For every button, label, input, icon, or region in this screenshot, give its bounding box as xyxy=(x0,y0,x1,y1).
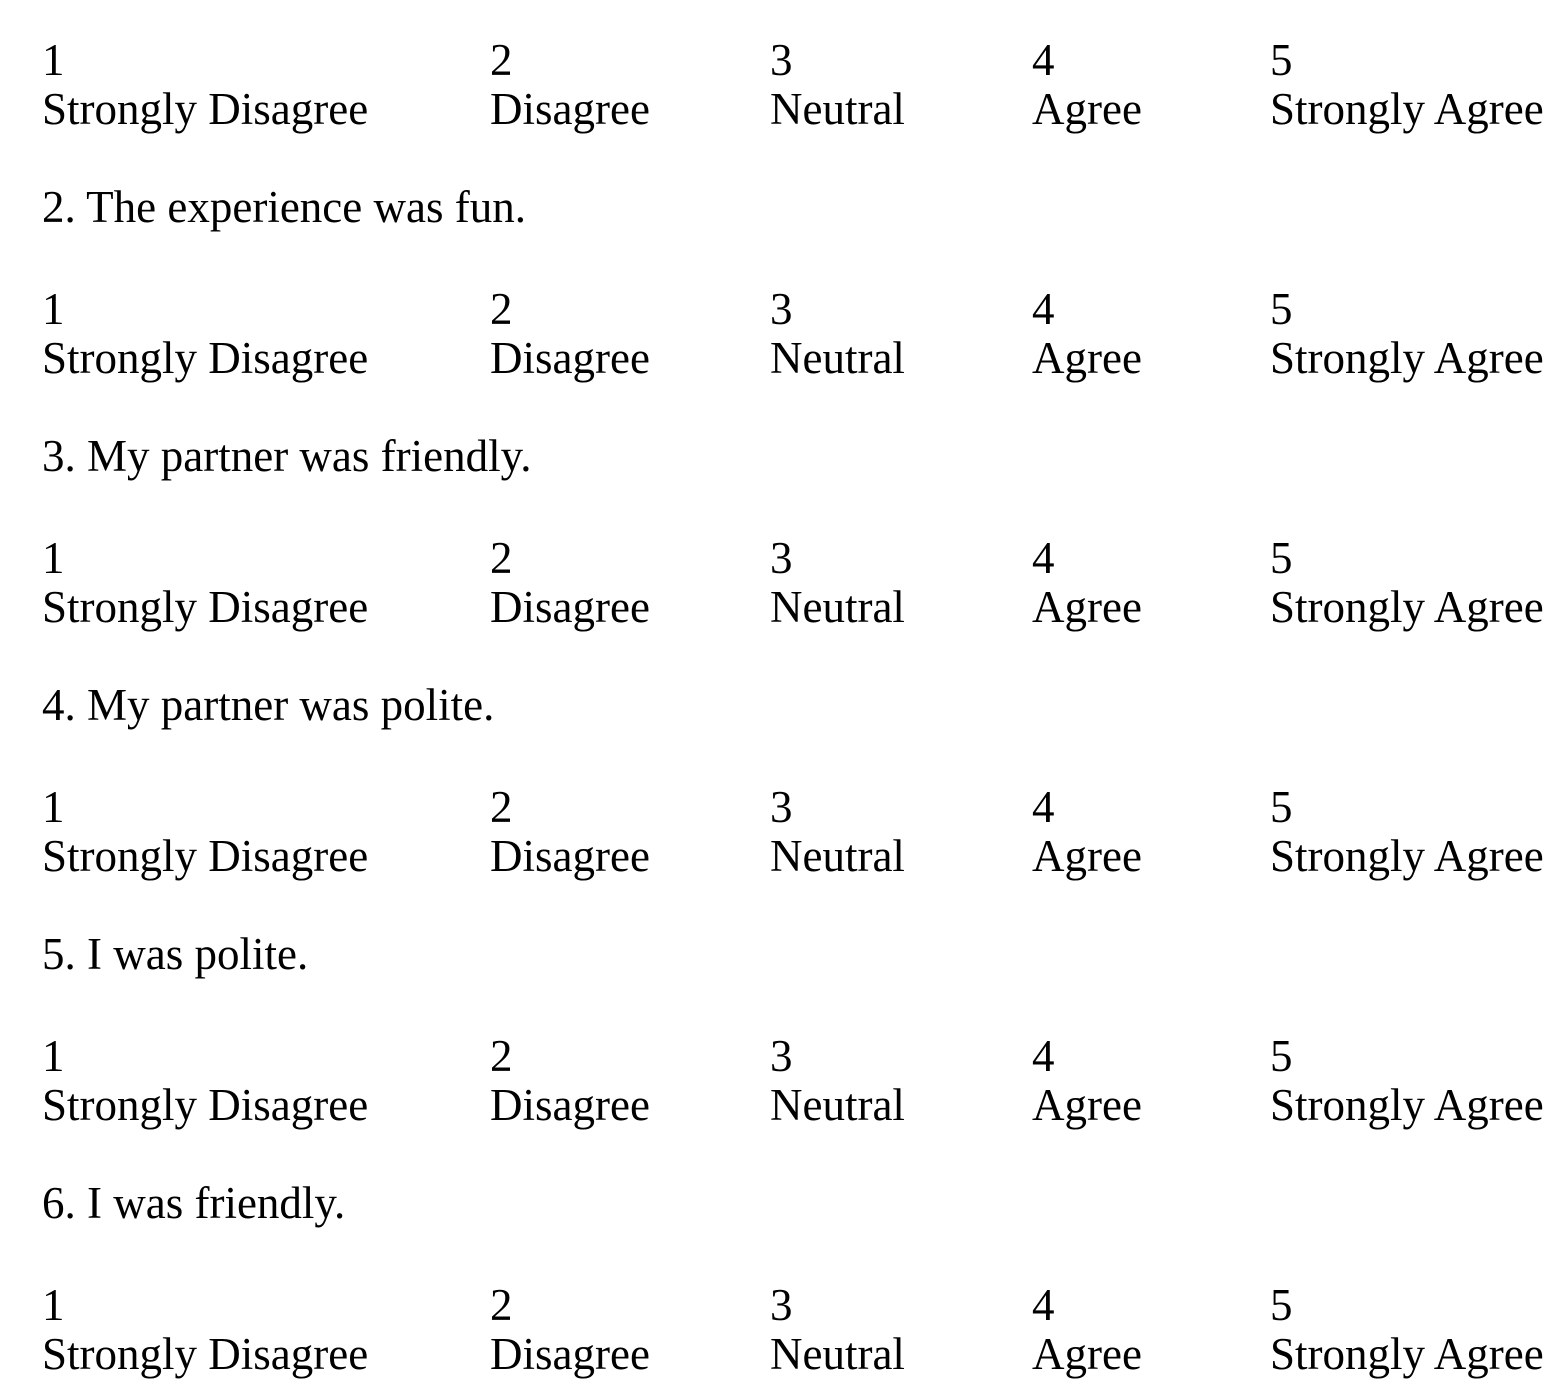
question-2: 2. The experience was fun. xyxy=(42,182,526,232)
scale-option-value: 5 xyxy=(1270,1280,1293,1330)
scale-option-label: Strongly Agree xyxy=(1270,582,1544,632)
scale-option-2 xyxy=(490,1032,770,1130)
scale-option-value: 4 xyxy=(1032,35,1055,85)
scale-option-value: 2 xyxy=(490,533,513,583)
scale-option-value: 2 xyxy=(490,1031,513,1081)
scale-option-value: 5 xyxy=(1270,284,1293,334)
scale-option-value: 1 xyxy=(42,1280,65,1330)
scale-option-1 xyxy=(42,36,490,134)
scale-option-3 xyxy=(770,783,1032,881)
scale-option-label: Agree xyxy=(1032,1080,1142,1130)
scale-option-1 xyxy=(42,1281,490,1379)
scale-option-label: Disagree xyxy=(490,333,650,383)
question-3: 3. My partner was friendly. xyxy=(42,431,532,481)
scale-option-5 xyxy=(1270,1032,1555,1130)
scale-option-4 xyxy=(1032,783,1270,881)
scale-option-4 xyxy=(1032,285,1270,383)
scale-option-label: Neutral xyxy=(770,333,905,383)
scale-option-label: Strongly Agree xyxy=(1270,831,1544,881)
scale-option-1 xyxy=(42,783,490,881)
scale-option-4 xyxy=(1032,1032,1270,1130)
scale-option-label: Strongly Disagree xyxy=(42,1080,369,1130)
scale-option-label: Agree xyxy=(1032,582,1142,632)
scale-option-4 xyxy=(1032,1281,1270,1379)
likert-scale-row-1 xyxy=(42,36,1555,134)
scale-option-4 xyxy=(1032,534,1270,632)
scale-option-label: Agree xyxy=(1032,1329,1142,1379)
scale-option-label: Neutral xyxy=(770,831,905,881)
scale-option-label: Agree xyxy=(1032,333,1142,383)
scale-option-3 xyxy=(770,1032,1032,1130)
scale-option-value: 2 xyxy=(490,284,513,334)
scale-option-value: 2 xyxy=(490,35,513,85)
scale-option-value: 5 xyxy=(1270,782,1293,832)
scale-option-5 xyxy=(1270,285,1555,383)
scale-option-label: Disagree xyxy=(490,831,650,881)
scale-option-label: Disagree xyxy=(490,84,650,134)
scale-option-label: Strongly Agree xyxy=(1270,1329,1544,1379)
scale-option-label: Disagree xyxy=(490,582,650,632)
scale-option-value: 4 xyxy=(1032,284,1055,334)
scale-option-2 xyxy=(490,783,770,881)
scale-option-label: Strongly Disagree xyxy=(42,831,369,881)
scale-option-label: Strongly Agree xyxy=(1270,1080,1544,1130)
scale-option-1 xyxy=(42,285,490,383)
scale-option-value: 1 xyxy=(42,35,65,85)
scale-option-3 xyxy=(770,36,1032,134)
likert-scale-row-3 xyxy=(42,534,1555,632)
scale-option-label: Agree xyxy=(1032,831,1142,881)
question-5: 5. I was polite. xyxy=(42,929,309,979)
scale-option-3 xyxy=(770,285,1032,383)
scale-option-value: 2 xyxy=(490,782,513,832)
likert-scale-row-6 xyxy=(42,1281,1555,1379)
scale-option-label: Strongly Agree xyxy=(1270,333,1544,383)
scale-option-2 xyxy=(490,1281,770,1379)
scale-option-value: 4 xyxy=(1032,1031,1055,1081)
likert-scale-row-2 xyxy=(42,285,1555,383)
scale-option-3 xyxy=(770,1281,1032,1379)
scale-option-value: 1 xyxy=(42,1031,65,1081)
scale-option-value: 3 xyxy=(770,1280,793,1330)
scale-option-value: 5 xyxy=(1270,1031,1293,1081)
scale-option-label: Strongly Agree xyxy=(1270,84,1544,134)
scale-option-5 xyxy=(1270,1281,1555,1379)
scale-option-2 xyxy=(490,36,770,134)
scale-option-label: Strongly Disagree xyxy=(42,333,369,383)
scale-option-value: 4 xyxy=(1032,782,1055,832)
scale-option-value: 3 xyxy=(770,533,793,583)
likert-scale-row-4 xyxy=(42,783,1555,881)
scale-option-2 xyxy=(490,285,770,383)
scale-option-value: 3 xyxy=(770,1031,793,1081)
scale-option-3 xyxy=(770,534,1032,632)
scale-option-value: 4 xyxy=(1032,533,1055,583)
scale-option-value: 2 xyxy=(490,1280,513,1330)
scale-option-label: Neutral xyxy=(770,84,905,134)
scale-option-value: 1 xyxy=(42,533,65,583)
scale-option-value: 3 xyxy=(770,284,793,334)
scale-option-4 xyxy=(1032,36,1270,134)
scale-option-5 xyxy=(1270,534,1555,632)
scale-option-5 xyxy=(1270,36,1555,134)
scale-option-value: 5 xyxy=(1270,35,1293,85)
scale-option-label: Strongly Disagree xyxy=(42,582,369,632)
scale-option-2 xyxy=(490,534,770,632)
scale-option-label: Strongly Disagree xyxy=(42,84,369,134)
likert-scale-row-5 xyxy=(42,1032,1555,1130)
question-4: 4. My partner was polite. xyxy=(42,680,495,730)
scale-option-1 xyxy=(42,534,490,632)
scale-option-label: Neutral xyxy=(770,1329,905,1379)
scale-option-value: 1 xyxy=(42,782,65,832)
scale-option-5 xyxy=(1270,783,1555,881)
scale-option-label: Strongly Disagree xyxy=(42,1329,369,1379)
scale-option-value: 1 xyxy=(42,284,65,334)
scale-option-value: 3 xyxy=(770,35,793,85)
scale-option-label: Neutral xyxy=(770,1080,905,1130)
scale-option-label: Agree xyxy=(1032,84,1142,134)
scale-option-1 xyxy=(42,1032,490,1130)
scale-option-value: 5 xyxy=(1270,533,1293,583)
scale-option-value: 3 xyxy=(770,782,793,832)
question-6: 6. I was friendly. xyxy=(42,1178,346,1228)
scale-option-label: Disagree xyxy=(490,1329,650,1379)
scale-option-label: Neutral xyxy=(770,582,905,632)
scale-option-label: Disagree xyxy=(490,1080,650,1130)
scale-option-value: 4 xyxy=(1032,1280,1055,1330)
